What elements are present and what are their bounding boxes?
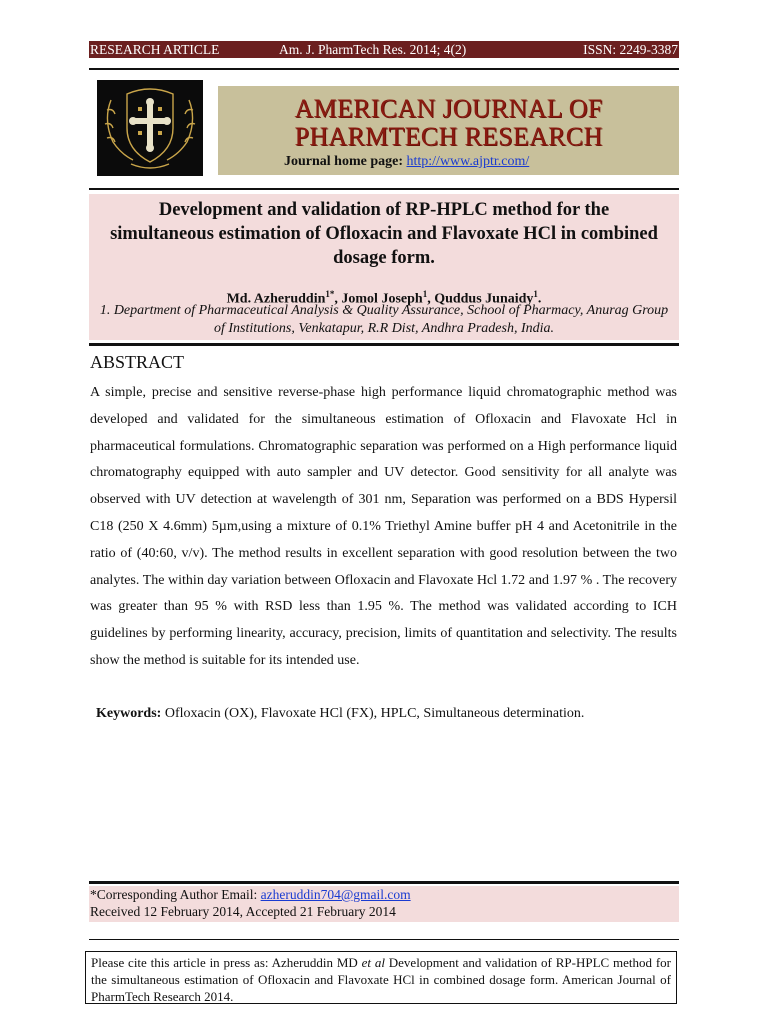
keywords-label: Keywords: — [96, 706, 162, 721]
author-affil-mark: 1* — [325, 289, 335, 299]
title-block — [89, 194, 679, 340]
header-rule — [89, 68, 679, 70]
running-header — [89, 41, 679, 58]
author-affil-mark: 1 — [422, 289, 428, 299]
journal-home-link[interactable]: http://www.ajptr.com/ — [406, 154, 530, 169]
abstract-text: A simple, precise and sensitive reverse-phase high performance liquid chromatographic method was developed and validated for the simultaneous estimation of Ofloxacin and Flavoxate Hcl in pharmaceutical formulations. Chromatographic separation was performed on a High performance liquid chromatography equipped with auto sampler and UV detector. Good sensitivity for all analyte was observed with UV detection at wavelength of 301 nm, Separation was performed on a BDS Hypersil C18 (250 X 4.6mm) 5µm,using a mixture of 0.1% Triethyl Amine buffer pH 4 and Acetonitrile in the ratio of (40:60, v/v). The method results in excellent separation with good resolution between the two analytes. The within day variation between Ofloxacin and Flavoxate Hcl 1.72 and 1.97 % . The recovery was greater than 95 % with RSD less than 1.95 %. The method was validated according to ICH guidelines by performing linearity, accuracy, precision, limits of quantitation and selectivity. The results show the method is suitable for its intended use. — [90, 385, 677, 668]
journal-crest-icon — [97, 80, 203, 176]
author-name: Quddus Junaidy — [434, 291, 534, 307]
keywords-line — [96, 705, 584, 723]
home-page-label: Journal home page: — [284, 154, 407, 169]
citation-box — [85, 951, 677, 1004]
author-separator: , — [334, 291, 342, 307]
citation-rest: Development and validation of RP-HPLC method for the simultaneous estimation of Ofloxacin and Flavoxate HCl in combined dosage form. American Journal of PharmTech Research 2014. — [91, 955, 671, 1004]
keywords-list: Ofloxacin (OX), Flavoxate HCl (FX), HPLC, Simultaneous determination. — [161, 706, 585, 721]
journal-citation-label: Am. J. PharmTech Res. 2014; 4(2) — [279, 42, 467, 57]
masthead-rule — [89, 188, 679, 190]
journal-title-line2: PHARMTECH RESEARCH — [294, 122, 603, 151]
author-name: Jomol Joseph — [341, 291, 423, 307]
correspondence-email-line — [89, 886, 679, 903]
abstract-rule — [89, 343, 679, 346]
correspondence-box — [89, 886, 679, 922]
author-affiliation: 1. Department of Pharmaceutical Analysis & Quality Assurance, School of Pharmacy, Anurag Group of Institutions, Venkatapur, R.R Dist, Andhra Pradesh, India. — [99, 303, 669, 336]
received-accepted-dates: Received 12 February 2014, Accepted 21 February 2014 — [90, 904, 396, 919]
author-separator: . — [537, 291, 542, 307]
citation-prefix: Please cite this article in press as: Azheruddin MD — [91, 955, 362, 970]
issn-label: ISSN: 2249-3387 — [583, 42, 678, 57]
journal-home-page — [284, 154, 529, 170]
citation-etal: et al — [361, 955, 385, 970]
journal-masthead — [218, 86, 679, 175]
email-label: *Corresponding Author Email: — [90, 887, 261, 902]
author-affil-mark: 1 — [533, 289, 538, 299]
author-name: Md. Azheruddin — [226, 291, 326, 307]
abstract-heading: ABSTRACT — [90, 352, 185, 372]
paper-title: Development and validation of RP-HPLC method for the simultaneous estimation of Ofloxacin and Flavoxate HCl in combined dosage form. — [110, 200, 658, 268]
author-separator: , — [427, 291, 435, 307]
author-email-link[interactable]: azheruddin704@gmail.com — [260, 887, 411, 902]
article-type-label: RESEARCH ARTICLE — [90, 42, 220, 57]
citation-rule — [89, 939, 679, 940]
journal-title-line1: AMERICAN JOURNAL OF — [294, 94, 603, 123]
footnote-rule — [89, 881, 679, 884]
